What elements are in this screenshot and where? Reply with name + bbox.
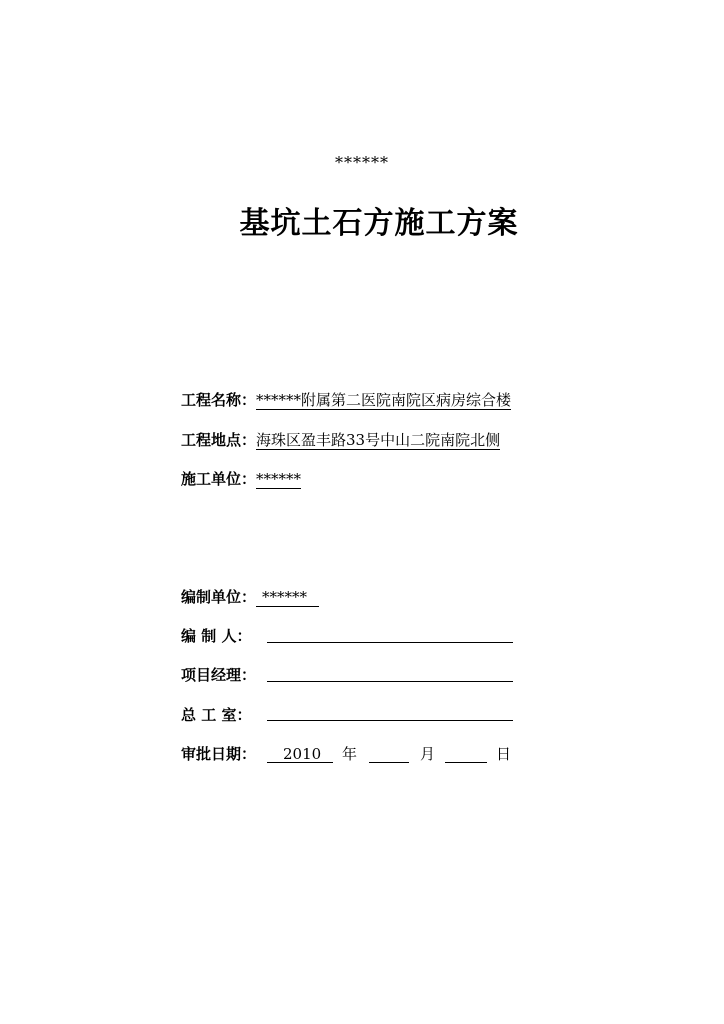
contractor-label: 施工单位： xyxy=(181,470,257,488)
chief-office-label: 总 工 室： xyxy=(181,706,252,724)
compiler-unit-label: 编制单位： xyxy=(181,588,257,606)
year-blank-line xyxy=(267,762,333,763)
compiler-unit-value: ****** xyxy=(256,588,319,607)
project-location-label: 工程地点： xyxy=(181,431,257,449)
project-manager-label: 项目经理： xyxy=(181,666,257,684)
chief-office-blank-line xyxy=(267,720,513,721)
project-name-value: ******附属第二医院南院区病房综合楼 xyxy=(256,391,512,409)
project-name-label: 工程名称： xyxy=(181,391,257,409)
compiler-row xyxy=(181,625,251,647)
year-char: 年 xyxy=(342,745,358,763)
chief-office-row xyxy=(181,704,251,726)
contractor-value: ****** xyxy=(256,470,302,488)
document-title: 基坑土石方施工方案 xyxy=(239,206,519,241)
project-manager-row xyxy=(181,664,256,686)
approval-year-value: 2010 xyxy=(283,745,322,763)
contractor-row xyxy=(181,468,301,490)
project-manager-blank-line xyxy=(267,681,513,682)
day-char: 日 xyxy=(496,745,512,763)
project-location-row xyxy=(181,429,500,451)
compiler-unit-row xyxy=(181,586,319,608)
month-blank-line xyxy=(369,762,409,763)
day-blank-line xyxy=(445,762,487,763)
project-location-value: 海珠区盈丰路33号中山二院南院北侧 xyxy=(256,431,501,449)
project-name-row xyxy=(181,389,511,411)
approval-date-row xyxy=(181,743,541,765)
compiler-label: 编 制 人： xyxy=(181,627,252,645)
company-name: ****** xyxy=(335,153,389,172)
month-char: 月 xyxy=(420,745,436,763)
compiler-blank-line xyxy=(267,642,513,643)
approval-date-label: 审批日期： xyxy=(181,745,257,763)
